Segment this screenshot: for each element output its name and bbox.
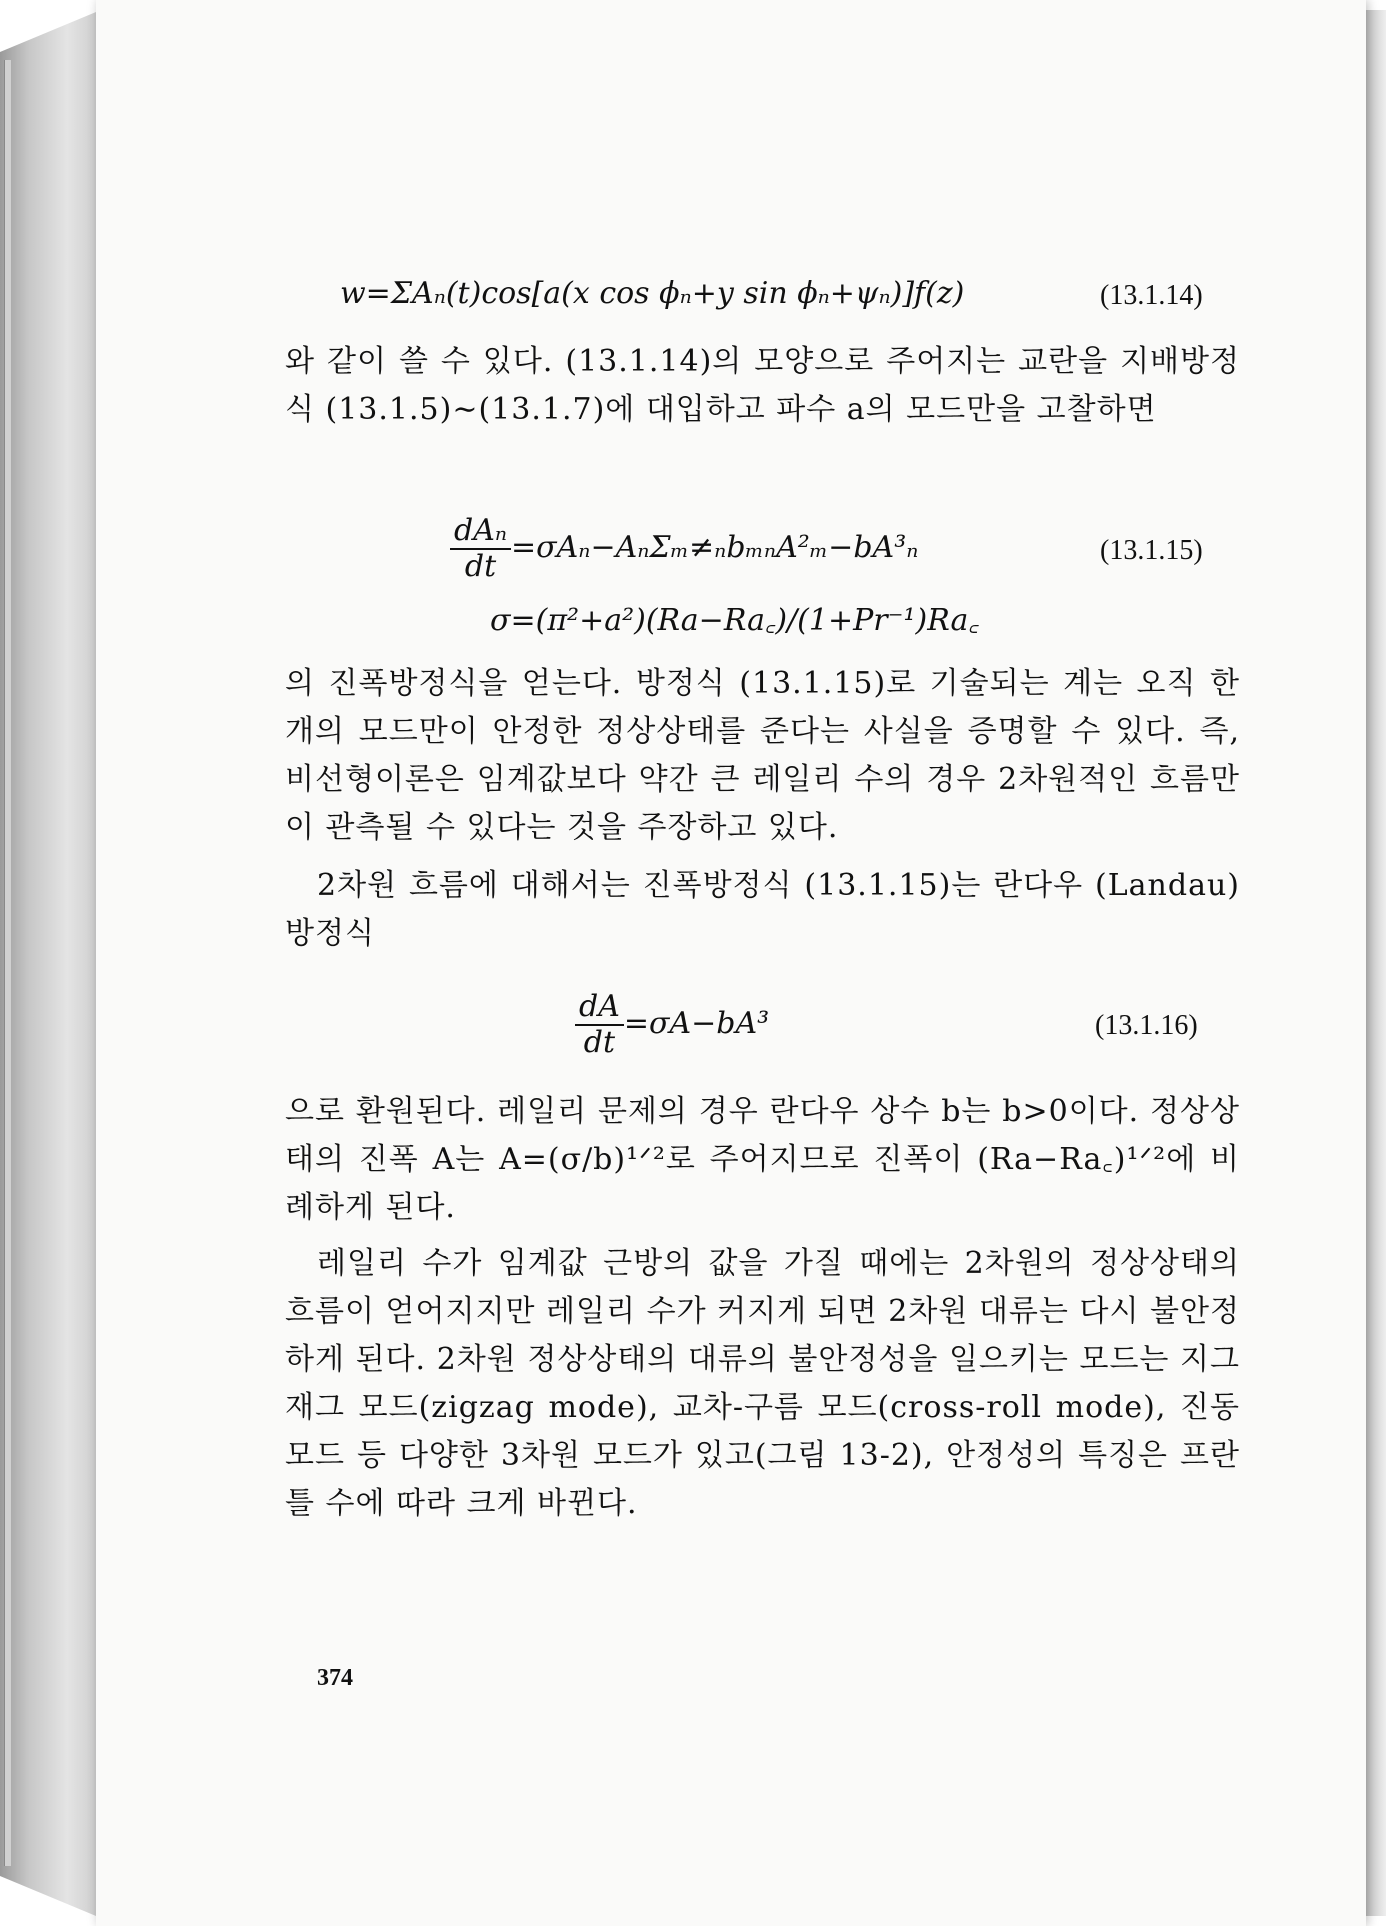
fraction-dAn-dt (450, 514, 511, 584)
equation-13-1-14: w=ΣAₙ(t)cos[a(x cos ϕₙ+y sin ϕₙ+ψₙ)]f(z) (340, 276, 965, 311)
fraction-numerator: dAₙ (450, 514, 511, 550)
paragraph-1: 와 같이 쓸 수 있다. (13.1.14)의 모양으로 주어지는 교란을 지배방정식 (13.1.5)∼(13.1.7)에 대입하고 파수 a의 모드만을 고찰하면 (285, 344, 1240, 427)
fraction-denominator: dt (583, 1025, 616, 1060)
equation-number-13-1-15: (13.1.15) (1100, 535, 1203, 566)
equation-rhs: =σA−bA³ (623, 1006, 770, 1041)
paragraph-5: 레일리 수가 임계값 근방의 값을 가질 때에는 2차원의 정상상태의 흐름이 얻어지지만 레일리 수가 커지게 되면 2차원 대류는 다시 불안정하게 된다. 2차원 정상상태의 대류의 불안정성을 일으키는 모드는 지그재그 모드(zigzag mode), 교차-구름 모드(cross-roll mode), 진동 모드 등 다양한 3차원 모드가 있고(그림 13-2), 안정성의 특징은 프란틀 수에 따라 크게 바뀐다. (285, 1246, 1240, 1521)
page-right-edge (1366, 10, 1386, 1916)
fraction-denominator: dt (464, 549, 497, 584)
paragraph-4: 으로 환원된다. 레일리 문제의 경우 란다우 상수 b는 b>0이다. 정상상태의 진폭 A는 A=(σ/b)¹ᐟ²로 주어지므로 진폭이 (Ra−Ra꜀)¹ᐟ²에 비례하게 된다. (285, 1094, 1240, 1225)
equation-sigma-definition: σ=(π²+a²)(Ra−Ra꜀)/(1+Pr⁻¹)Ra꜀ (490, 603, 979, 638)
equation-number-13-1-16: (13.1.16) (1095, 1010, 1198, 1041)
equation-rhs: =σAₙ−AₙΣₘ≠ₙbₘₙA²ₘ−bA³ₙ (511, 530, 919, 565)
book-spine-edge (4, 60, 11, 1866)
equation-13-1-16 (575, 990, 769, 1060)
fraction-numerator: dA (575, 990, 624, 1026)
equation-number-13-1-14: (13.1.14) (1100, 280, 1203, 311)
paragraph-2: 의 진폭방정식을 얻는다. 방정식 (13.1.15)로 기술되는 계는 오직 한 개의 모드만이 안정한 정상상태를 준다는 사실을 증명할 수 있다. 즉, 비선형이론은 임계값보다 약간 큰 레일리 수의 경우 2차원적인 흐름만이 관측될 수 있다는 것을 주장하고 있다. (285, 666, 1240, 845)
page-number: 374 (317, 1665, 353, 1691)
fraction-dA-dt (575, 990, 624, 1060)
paragraph-3: 2차원 흐름에 대해서는 진폭방정식 (13.1.15)는 란다우 (Landau) 방정식 (285, 868, 1240, 951)
book-spine (0, 12, 96, 1916)
equation-13-1-15 (450, 514, 918, 584)
